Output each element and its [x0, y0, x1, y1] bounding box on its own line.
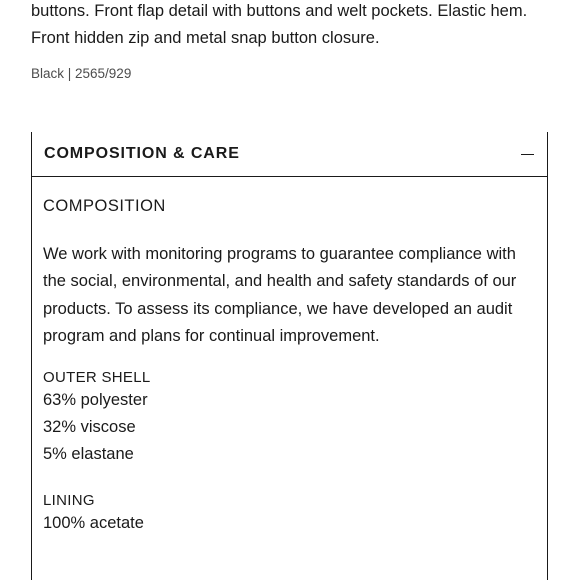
composition-care-accordion [31, 132, 548, 580]
material-item: 100% acetate [43, 514, 144, 533]
material-item: 63% polyester [43, 391, 148, 410]
material-item: 5% elastane [43, 445, 134, 464]
composition-care-toggle[interactable] [32, 132, 547, 177]
material-item: 32% viscose [43, 418, 136, 437]
color-reference: Black | 2565/929 [31, 66, 132, 81]
composition-heading: COMPOSITION [43, 197, 166, 215]
outer-shell-group [43, 369, 543, 468]
accordion-title: COMPOSITION & CARE [44, 145, 240, 162]
accordion-body [43, 196, 543, 537]
composition-text: We work with monitoring programs to guarantee compliance with the social, environmental, and health and safety standards of our products. To assess its compliance, we have developed an audit program and plans for continual improvement. [43, 245, 517, 345]
product-description: buttons. Front flap detail with buttons and welt pockets. Elastic hem. Front hidden zip and metal snap button closure. [31, 2, 528, 47]
lining-group [43, 492, 543, 537]
part-label-outer-shell: OUTER SHELL [43, 369, 151, 387]
minus-icon[interactable] [521, 154, 534, 155]
part-label-lining: LINING [43, 492, 95, 510]
